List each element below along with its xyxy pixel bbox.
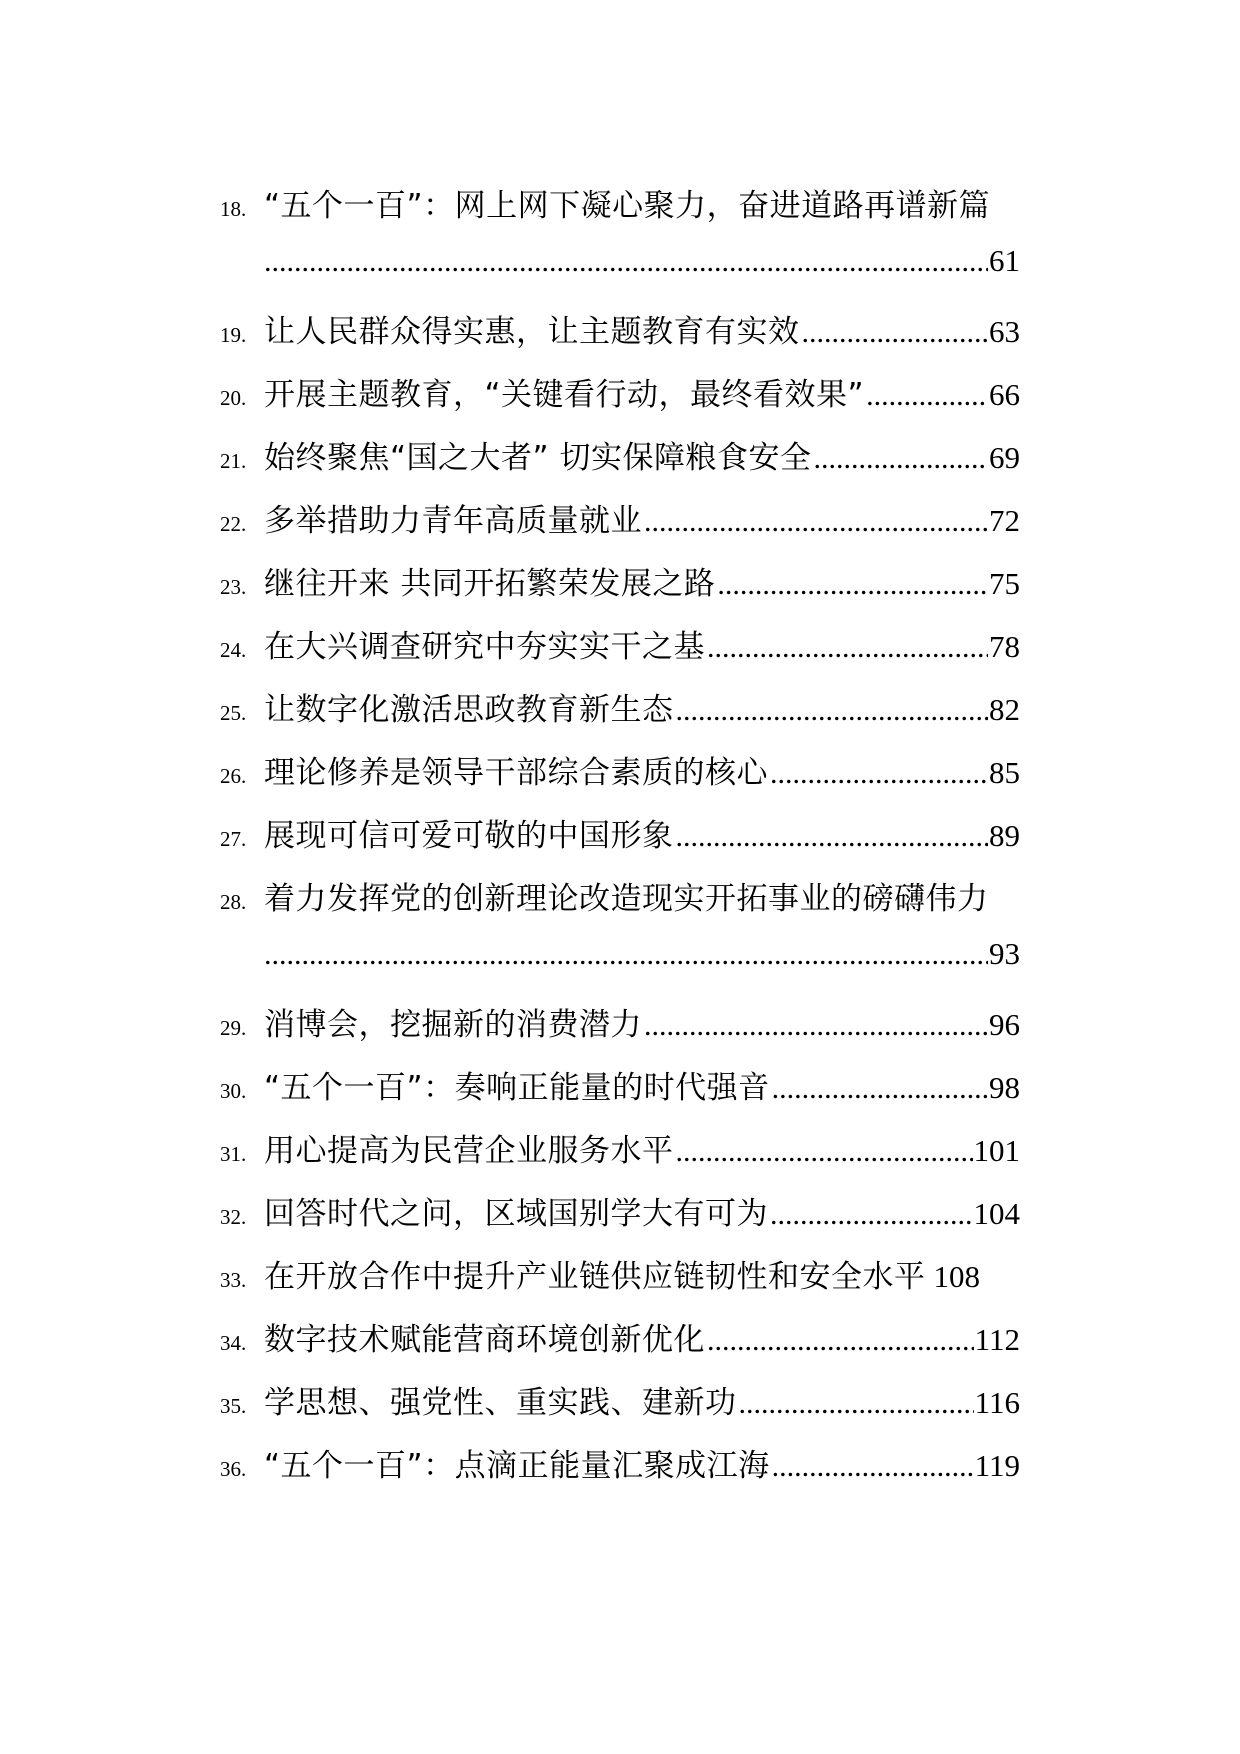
dot-leader [717, 568, 988, 602]
toc-entry-number: 31. [220, 1142, 247, 1166]
toc-entry-page: 104 [973, 1196, 1020, 1231]
toc-entry-27[interactable] [220, 810, 1020, 875]
toc-entry-title: 用心提高为民营企业服务水平 [264, 1133, 674, 1169]
toc-entry-20[interactable] [220, 369, 1020, 434]
toc-entry-21[interactable] [220, 432, 1020, 497]
toc-entry-25[interactable] [220, 684, 1020, 749]
toc-entry-title: 让人民群众得实惠，让主题教育有实效 [264, 314, 800, 350]
dot-leader [676, 1135, 973, 1169]
toc-entry-title: “五个一百”：奏响正能量的时代强音 [264, 1070, 770, 1106]
toc-entry-page: 116 [974, 1385, 1020, 1420]
toc-entry-number: 27. [220, 827, 247, 851]
toc-entry-title: 回答时代之问，区域国别学大有可为 [264, 1196, 768, 1232]
dot-leader [770, 1198, 973, 1232]
toc-entry-number: 19. [220, 323, 247, 347]
toc-entry-page: 72 [989, 503, 1020, 538]
toc-entry-page: 85 [989, 755, 1020, 790]
toc-entry-28-continuation[interactable] [220, 936, 1020, 1001]
toc-entry-page: 96 [989, 1007, 1020, 1042]
dot-leader [676, 820, 989, 854]
toc-entry-19[interactable] [220, 306, 1020, 371]
toc-entry-title: 数字技术赋能营商环境创新优化 [264, 1322, 705, 1358]
dot-leader [264, 938, 988, 972]
dot-leader [772, 1450, 974, 1484]
toc-entry-page: 101 [973, 1133, 1020, 1168]
toc-entry-number: 34. [220, 1331, 247, 1355]
dot-leader [707, 1324, 974, 1358]
toc-entry-35[interactable] [220, 1377, 1020, 1442]
toc-entry-page: 98 [989, 1070, 1020, 1105]
toc-entry-32[interactable] [220, 1188, 1020, 1253]
toc-entry-page: 78 [989, 629, 1020, 664]
dot-leader [770, 757, 988, 791]
toc-entry-title: 在开放合作中提升产业链供应链韧性和安全水平 [264, 1259, 926, 1295]
toc-entry-26[interactable] [220, 747, 1020, 812]
toc-entry-28[interactable] [220, 873, 1020, 938]
toc-entry-number: 29. [220, 1016, 247, 1040]
toc-entry-page: 82 [989, 692, 1020, 727]
toc-entry-number: 22. [220, 512, 247, 536]
toc-entry-number: 35. [220, 1394, 247, 1418]
toc-entry-18-continuation[interactable] [220, 243, 1020, 308]
toc-entry-number: 24. [220, 638, 247, 662]
toc-entry-number: 28. [220, 890, 247, 914]
toc-entry-page: 108 [933, 1259, 980, 1294]
toc-entry-title: 消博会，挖掘新的消费潜力 [264, 1007, 642, 1043]
toc-entry-page: 93 [989, 936, 1020, 971]
toc-entry-title: 在大兴调查研究中夯实实干之基 [264, 629, 705, 665]
toc-entry-number: 25. [220, 701, 247, 725]
dot-leader [707, 631, 988, 665]
toc-entry-page: 119 [974, 1448, 1020, 1483]
toc-entry-page: 75 [989, 566, 1020, 601]
toc-entry-number: 23. [220, 575, 247, 599]
toc-entry-31[interactable] [220, 1125, 1020, 1190]
toc-entry-number: 26. [220, 764, 247, 788]
toc-entry-number: 36. [220, 1457, 247, 1481]
toc-entry-24[interactable] [220, 621, 1020, 686]
toc-entry-number: 21. [220, 449, 247, 473]
toc-entry-title: 学思想、强党性、重实践、建新功 [264, 1385, 737, 1421]
toc-entry-page: 63 [989, 314, 1020, 349]
toc-entry-title: 着力发挥党的创新理论改造现实开拓事业的磅礴伟力 [264, 881, 989, 917]
dot-leader [813, 442, 988, 476]
toc-entry-title: “五个一百”：点滴正能量汇聚成江海 [264, 1448, 770, 1484]
toc-entry-title: 始终聚焦“国之大者” 切实保障粮食安全 [264, 440, 812, 476]
toc-entry-number: 20. [220, 386, 247, 410]
toc-entry-title: “五个一百”：网上网下凝心聚力，奋进道路再谱新篇 [264, 188, 991, 224]
toc-entry-23[interactable] [220, 558, 1020, 623]
dot-leader [264, 245, 988, 279]
dot-leader [676, 694, 989, 728]
toc-entry-title: 理论修养是领导干部综合素质的核心 [264, 755, 768, 791]
dot-leader [644, 505, 988, 539]
dot-leader [802, 316, 989, 350]
toc-entry-title: 开展主题教育，“关键看行动，最终看效果” [264, 377, 865, 413]
toc-entry-page: 61 [989, 243, 1020, 278]
toc-entry-36[interactable] [220, 1440, 1020, 1505]
dot-leader [772, 1072, 988, 1106]
dot-leader [644, 1009, 988, 1043]
toc-entry-22[interactable] [220, 495, 1020, 560]
toc-entry-title: 让数字化激活思政教育新生态 [264, 692, 674, 728]
toc-entry-number: 32. [220, 1205, 247, 1229]
toc-entry-number: 33. [220, 1268, 247, 1292]
toc-entry-number: 30. [220, 1079, 247, 1103]
toc-entry-30[interactable] [220, 1062, 1020, 1127]
toc-entry-title: 继往开来 共同开拓繁荣发展之路 [264, 566, 716, 602]
toc-entry-34[interactable] [220, 1314, 1020, 1379]
toc-entry-33[interactable] [220, 1251, 1020, 1316]
toc-entry-page: 69 [989, 440, 1020, 475]
toc-entry-18[interactable] [220, 180, 1020, 245]
toc-entry-title: 多举措助力青年高质量就业 [264, 503, 642, 539]
toc-entry-page: 66 [989, 377, 1020, 412]
toc-entry-page: 89 [989, 818, 1020, 853]
toc-entry-page: 112 [974, 1322, 1020, 1357]
toc-entry-number: 18. [220, 197, 247, 221]
toc-entry-title: 展现可信可爱可敬的中国形象 [264, 818, 674, 854]
toc-entry-29[interactable] [220, 999, 1020, 1064]
dot-leader [739, 1387, 974, 1421]
dot-leader [866, 379, 988, 413]
